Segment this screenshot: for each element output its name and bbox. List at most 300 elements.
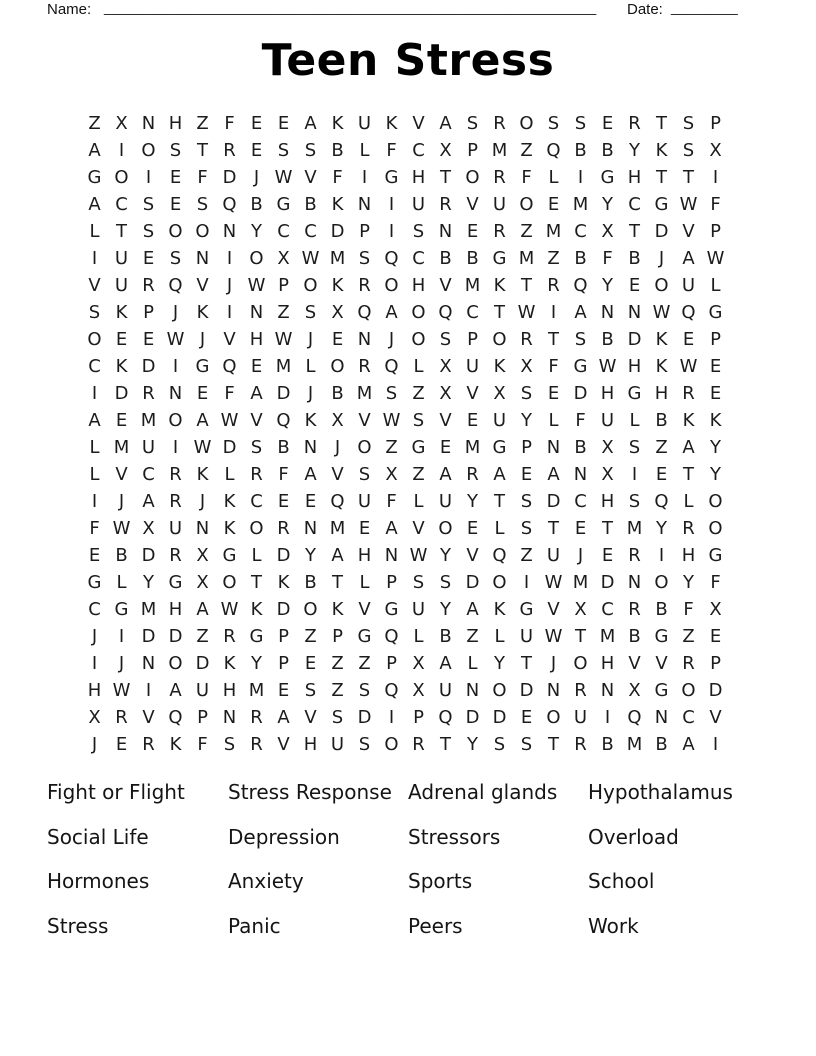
grid-letter: T <box>656 166 667 188</box>
grid-letter: P <box>710 652 721 674</box>
grid-letter: Z <box>331 652 344 674</box>
grid-letter: D <box>546 490 561 512</box>
grid-letter: X <box>601 463 614 485</box>
grid-letter: L <box>116 571 127 593</box>
grid-letter: F <box>548 355 559 377</box>
grid-letter: Y <box>710 463 721 485</box>
grid-letter: E <box>466 517 479 539</box>
grid-letter: S <box>412 409 425 431</box>
grid-letter: D <box>465 571 480 593</box>
grid-letter: G <box>654 193 669 215</box>
grid-letter: L <box>413 625 424 647</box>
grid-letter: F <box>710 571 721 593</box>
grid-letter: C <box>601 598 614 620</box>
grid-letter: V <box>115 463 128 485</box>
grid-letter: P <box>278 274 289 296</box>
grid-letter: Y <box>305 544 316 566</box>
grid-letter: S <box>331 706 344 728</box>
grid-letter: I <box>145 166 152 188</box>
grid-letter: S <box>628 490 641 512</box>
grid-letter: V <box>304 706 317 728</box>
grid-letter: I <box>388 193 395 215</box>
grid-letter: P <box>143 301 154 323</box>
grid-letter: U <box>438 679 453 701</box>
grid-letter: N <box>546 436 561 458</box>
grid-letter: O <box>546 706 561 728</box>
grid-letter: J <box>334 436 341 458</box>
word-list-item: Stress Response <box>228 780 392 804</box>
grid-letter: R <box>574 733 587 755</box>
grid-letter: I <box>523 571 530 593</box>
grid-letter: P <box>278 652 289 674</box>
grid-letter: U <box>681 274 696 296</box>
grid-letter: G <box>276 193 291 215</box>
grid-letter: F <box>683 598 694 620</box>
word-list-column <box>228 770 408 949</box>
grid-letter: S <box>88 301 101 323</box>
grid-letter: U <box>519 625 534 647</box>
grid-letter: G <box>411 436 426 458</box>
grid-letter: X <box>115 112 128 134</box>
grid-letter: N <box>222 220 237 242</box>
grid-letter: E <box>277 112 290 134</box>
grid-letter: U <box>465 355 480 377</box>
grid-letter: H <box>654 382 669 404</box>
grid-letter: V <box>358 409 371 431</box>
word-list-item: Adrenal glands <box>408 780 558 804</box>
grid-letter: V <box>466 382 479 404</box>
grid-letter: F <box>89 517 100 539</box>
grid-letter: M <box>572 193 589 215</box>
grid-letter: N <box>195 517 210 539</box>
grid-letter: N <box>357 193 372 215</box>
grid-letter: V <box>88 274 101 296</box>
grid-letter: C <box>115 193 128 215</box>
grid-letter: Q <box>276 409 291 431</box>
grid-letter: B <box>655 598 668 620</box>
grid-letter: K <box>115 301 128 323</box>
grid-letter: S <box>196 193 209 215</box>
grid-letter: I <box>712 733 719 755</box>
grid-letter: Z <box>655 436 668 458</box>
grid-letter: X <box>196 544 209 566</box>
grid-letter: E <box>547 382 560 404</box>
grid-letter: F <box>278 463 289 485</box>
grid-letter: O <box>492 679 507 701</box>
grid-letter: O <box>384 274 399 296</box>
grid-letter: Q <box>546 139 561 161</box>
grid-letter: J <box>550 652 557 674</box>
grid-letter: B <box>115 544 128 566</box>
grid-letter: O <box>87 328 102 350</box>
grid-letter: I <box>388 220 395 242</box>
grid-letter: S <box>169 139 182 161</box>
grid-letter: N <box>546 679 561 701</box>
grid-letter: Y <box>656 517 667 539</box>
grid-letter: X <box>628 679 641 701</box>
grid-letter: Y <box>251 220 262 242</box>
grid-letter: M <box>572 571 589 593</box>
grid-letter: P <box>197 706 208 728</box>
grid-letter: B <box>466 247 479 269</box>
grid-letter: S <box>412 571 425 593</box>
grid-letter: X <box>196 571 209 593</box>
grid-letter: O <box>573 652 588 674</box>
grid-letter: I <box>388 706 395 728</box>
grid-letter: E <box>709 625 722 647</box>
grid-letter: U <box>600 409 615 431</box>
grid-letter: L <box>224 463 235 485</box>
grid-letter: J <box>91 733 98 755</box>
grid-letter: M <box>113 436 130 458</box>
grid-letter: B <box>574 436 587 458</box>
grid-letter: V <box>250 409 263 431</box>
grid-letter: Y <box>251 652 262 674</box>
grid-letter: F <box>332 166 343 188</box>
grid-letter: N <box>600 301 615 323</box>
grid-letter: W <box>517 301 536 323</box>
grid-letter: B <box>277 436 290 458</box>
word-list-item: Hypothalamus <box>588 780 733 804</box>
grid-letter: D <box>573 382 588 404</box>
grid-letter: B <box>628 247 641 269</box>
grid-letter: D <box>141 625 156 647</box>
grid-letter: K <box>331 274 344 296</box>
grid-letter: I <box>91 652 98 674</box>
grid-letter: D <box>222 436 237 458</box>
grid-letter: O <box>249 247 264 269</box>
grid-letter: B <box>331 139 344 161</box>
word-list-item: Depression <box>228 824 340 849</box>
grid-letter: W <box>220 598 239 620</box>
grid-letter: Q <box>222 193 237 215</box>
grid-letter: M <box>329 247 346 269</box>
grid-letter: R <box>466 463 479 485</box>
grid-letter: A <box>277 706 290 728</box>
grid-letter: D <box>276 382 291 404</box>
grid-letter: K <box>196 301 209 323</box>
grid-letter: B <box>250 193 263 215</box>
grid-letter: Y <box>494 652 505 674</box>
grid-letter: P <box>359 220 370 242</box>
grid-letter: J <box>199 328 206 350</box>
grid-letter: O <box>411 301 426 323</box>
grid-letter: L <box>629 409 640 431</box>
grid-letter: C <box>88 355 101 377</box>
grid-letter: Z <box>466 625 479 647</box>
grid-letter: V <box>466 544 479 566</box>
grid-letter: H <box>600 652 615 674</box>
grid-letter: R <box>412 733 425 755</box>
grid-letter: M <box>356 382 373 404</box>
grid-letter: U <box>411 193 426 215</box>
grid-letter: D <box>600 571 615 593</box>
grid-letter: N <box>573 463 588 485</box>
grid-letter: S <box>520 517 533 539</box>
name-date-header <box>0 1 816 23</box>
grid-letter: B <box>655 409 668 431</box>
grid-letter: O <box>654 571 669 593</box>
grid-letter: S <box>358 733 371 755</box>
grid-letter: D <box>195 652 210 674</box>
grid-letter: S <box>304 139 317 161</box>
grid-letter: A <box>304 112 317 134</box>
grid-letter: G <box>384 598 399 620</box>
grid-letter: E <box>277 490 290 512</box>
grid-letter: H <box>249 328 264 350</box>
grid-letter: T <box>494 490 505 512</box>
grid-letter: P <box>413 706 424 728</box>
grid-letter: U <box>573 706 588 728</box>
grid-letter: R <box>682 517 695 539</box>
grid-letter: A <box>439 463 452 485</box>
grid-letter: T <box>683 463 694 485</box>
word-list-item: School <box>588 869 655 894</box>
grid-letter: D <box>276 544 291 566</box>
grid-letter: Y <box>467 733 478 755</box>
grid-letter: A <box>88 193 101 215</box>
grid-letter: V <box>196 274 209 296</box>
grid-letter: J <box>307 328 314 350</box>
grid-letter: I <box>577 166 584 188</box>
grid-letter: A <box>304 463 317 485</box>
grid-letter: X <box>601 220 614 242</box>
grid-letter: O <box>681 679 696 701</box>
grid-letter: L <box>413 355 424 377</box>
grid-letter: W <box>598 355 617 377</box>
grid-letter: E <box>601 112 614 134</box>
grid-letter: O <box>492 571 507 593</box>
grid-letter: J <box>388 328 395 350</box>
grid-letter: S <box>304 679 317 701</box>
grid-letter: R <box>358 274 371 296</box>
word-list-item: Anxiety <box>228 869 304 894</box>
grid-letter: T <box>251 571 262 593</box>
grid-letter: X <box>709 139 722 161</box>
grid-letter: L <box>89 436 100 458</box>
grid-letter: W <box>409 544 428 566</box>
grid-letter: Y <box>602 274 613 296</box>
grid-letter: B <box>439 625 452 647</box>
grid-letter: J <box>658 247 665 269</box>
grid-letter: S <box>223 733 236 755</box>
grid-letter: I <box>550 301 557 323</box>
grid-letter: M <box>626 517 643 539</box>
grid-letter: N <box>168 382 183 404</box>
grid-letter: Q <box>438 706 453 728</box>
grid-letter: T <box>656 112 667 134</box>
grid-letter: K <box>250 598 263 620</box>
grid-letter: N <box>600 679 615 701</box>
grid-letter: P <box>278 625 289 647</box>
grid-letter: R <box>250 733 263 755</box>
grid-letter: A <box>88 139 101 161</box>
grid-letter: U <box>357 490 372 512</box>
grid-letter: O <box>249 517 264 539</box>
grid-letter: D <box>708 679 723 701</box>
grid-letter: S <box>439 328 452 350</box>
grid-letter: O <box>195 220 210 242</box>
grid-letter: B <box>304 571 317 593</box>
grid-letter: K <box>196 463 209 485</box>
grid-letter: N <box>357 328 372 350</box>
grid-letter: D <box>519 679 534 701</box>
grid-letter: G <box>384 166 399 188</box>
grid-letter: E <box>142 247 155 269</box>
grid-letter: C <box>277 220 290 242</box>
grid-letter: X <box>412 679 425 701</box>
grid-letter: S <box>142 193 155 215</box>
grid-letter: O <box>303 274 318 296</box>
grid-letter: O <box>519 112 534 134</box>
grid-letter: R <box>277 517 290 539</box>
grid-letter: W <box>544 625 563 647</box>
grid-letter: V <box>709 706 722 728</box>
grid-letter: W <box>382 409 401 431</box>
grid-letter: L <box>683 490 694 512</box>
grid-letter: Z <box>88 112 101 134</box>
grid-letter: G <box>573 355 588 377</box>
grid-letter: Z <box>520 220 533 242</box>
grid-letter: H <box>357 544 372 566</box>
grid-letter: X <box>601 436 614 458</box>
grid-letter: H <box>681 544 696 566</box>
grid-letter: K <box>277 571 290 593</box>
grid-letter: O <box>222 571 237 593</box>
grid-letter: P <box>332 625 343 647</box>
grid-letter: H <box>411 274 426 296</box>
grid-letter: N <box>438 220 453 242</box>
grid-letter: V <box>682 220 695 242</box>
grid-letter: E <box>169 166 182 188</box>
grid-letter: A <box>466 598 479 620</box>
grid-letter: C <box>628 193 641 215</box>
grid-letter: T <box>521 652 532 674</box>
grid-letter: N <box>195 247 210 269</box>
grid-letter: L <box>359 571 370 593</box>
grid-letter: W <box>166 328 185 350</box>
grid-letter: C <box>304 220 317 242</box>
grid-letter: Q <box>222 355 237 377</box>
grid-letter: C <box>142 463 155 485</box>
grid-letter: C <box>88 598 101 620</box>
grid-letter: E <box>196 382 209 404</box>
grid-letter: B <box>601 139 614 161</box>
grid-letter: X <box>412 652 425 674</box>
grid-letter: R <box>493 220 506 242</box>
grid-letter: X <box>439 355 452 377</box>
grid-letter: Z <box>520 139 533 161</box>
grid-letter: V <box>304 166 317 188</box>
grid-letter: L <box>89 463 100 485</box>
grid-letter: K <box>493 598 506 620</box>
word-list-item: Fight or Flight <box>47 780 185 804</box>
grid-letter: M <box>599 625 616 647</box>
grid-letter: G <box>654 625 669 647</box>
grid-letter: A <box>169 679 182 701</box>
grid-letter: D <box>141 544 156 566</box>
grid-letter: W <box>652 301 671 323</box>
grid-letter: S <box>142 220 155 242</box>
word-list-column <box>408 770 588 949</box>
grid-letter: O <box>519 193 534 215</box>
grid-letter: K <box>385 112 398 134</box>
grid-letter: Q <box>384 355 399 377</box>
grid-letter: C <box>682 706 695 728</box>
grid-letter: D <box>492 706 507 728</box>
word-list-item: Peers <box>408 914 463 939</box>
grid-letter: P <box>710 112 721 134</box>
grid-letter: R <box>223 625 236 647</box>
grid-letter: S <box>304 301 317 323</box>
grid-letter: A <box>196 598 209 620</box>
grid-letter: K <box>655 139 668 161</box>
grid-letter: R <box>223 139 236 161</box>
grid-letter: X <box>385 463 398 485</box>
grid-letter: G <box>357 625 372 647</box>
grid-letter: W <box>544 571 563 593</box>
grid-letter: K <box>331 193 344 215</box>
grid-letter: J <box>118 490 125 512</box>
grid-letter: W <box>274 166 293 188</box>
grid-letter: O <box>357 436 372 458</box>
grid-letter: V <box>439 274 452 296</box>
grid-letter: S <box>520 733 533 755</box>
grid-letter: P <box>386 652 397 674</box>
grid-letter: G <box>114 598 129 620</box>
grid-letter: U <box>195 679 210 701</box>
grid-letter: W <box>679 193 698 215</box>
grid-letter: Y <box>467 490 478 512</box>
grid-letter: B <box>628 625 641 647</box>
grid-letter: X <box>574 598 587 620</box>
grid-letter: O <box>438 517 453 539</box>
grid-letter: S <box>574 328 587 350</box>
grid-letter: Y <box>602 193 613 215</box>
grid-letter: A <box>385 301 398 323</box>
grid-letter: S <box>412 220 425 242</box>
grid-letter: I <box>145 679 152 701</box>
grid-letter: F <box>575 409 586 431</box>
grid-letter: T <box>197 139 208 161</box>
grid-letter: O <box>384 733 399 755</box>
grid-letter: A <box>142 490 155 512</box>
grid-letter: B <box>574 247 587 269</box>
grid-letter: Q <box>357 301 372 323</box>
grid-letter: C <box>412 139 425 161</box>
grid-letter: F <box>224 112 235 134</box>
grid-letter: N <box>627 301 642 323</box>
grid-letter: V <box>439 409 452 431</box>
grid-letter: H <box>627 355 642 377</box>
grid-letter: N <box>141 112 156 134</box>
word-list-item: Social Life <box>47 824 149 849</box>
grid-letter: E <box>547 193 560 215</box>
grid-letter: K <box>169 733 182 755</box>
name-label: Name: <box>47 1 92 18</box>
grid-letter: J <box>172 301 179 323</box>
grid-letter: S <box>358 247 371 269</box>
grid-letter: N <box>303 436 318 458</box>
grid-letter: P <box>386 571 397 593</box>
grid-letter: E <box>655 463 668 485</box>
word-search-grid <box>81 110 729 758</box>
grid-letter: I <box>361 166 368 188</box>
grid-letter: R <box>169 490 182 512</box>
grid-letter: O <box>114 166 129 188</box>
grid-letter: U <box>141 436 156 458</box>
grid-letter: M <box>140 409 157 431</box>
